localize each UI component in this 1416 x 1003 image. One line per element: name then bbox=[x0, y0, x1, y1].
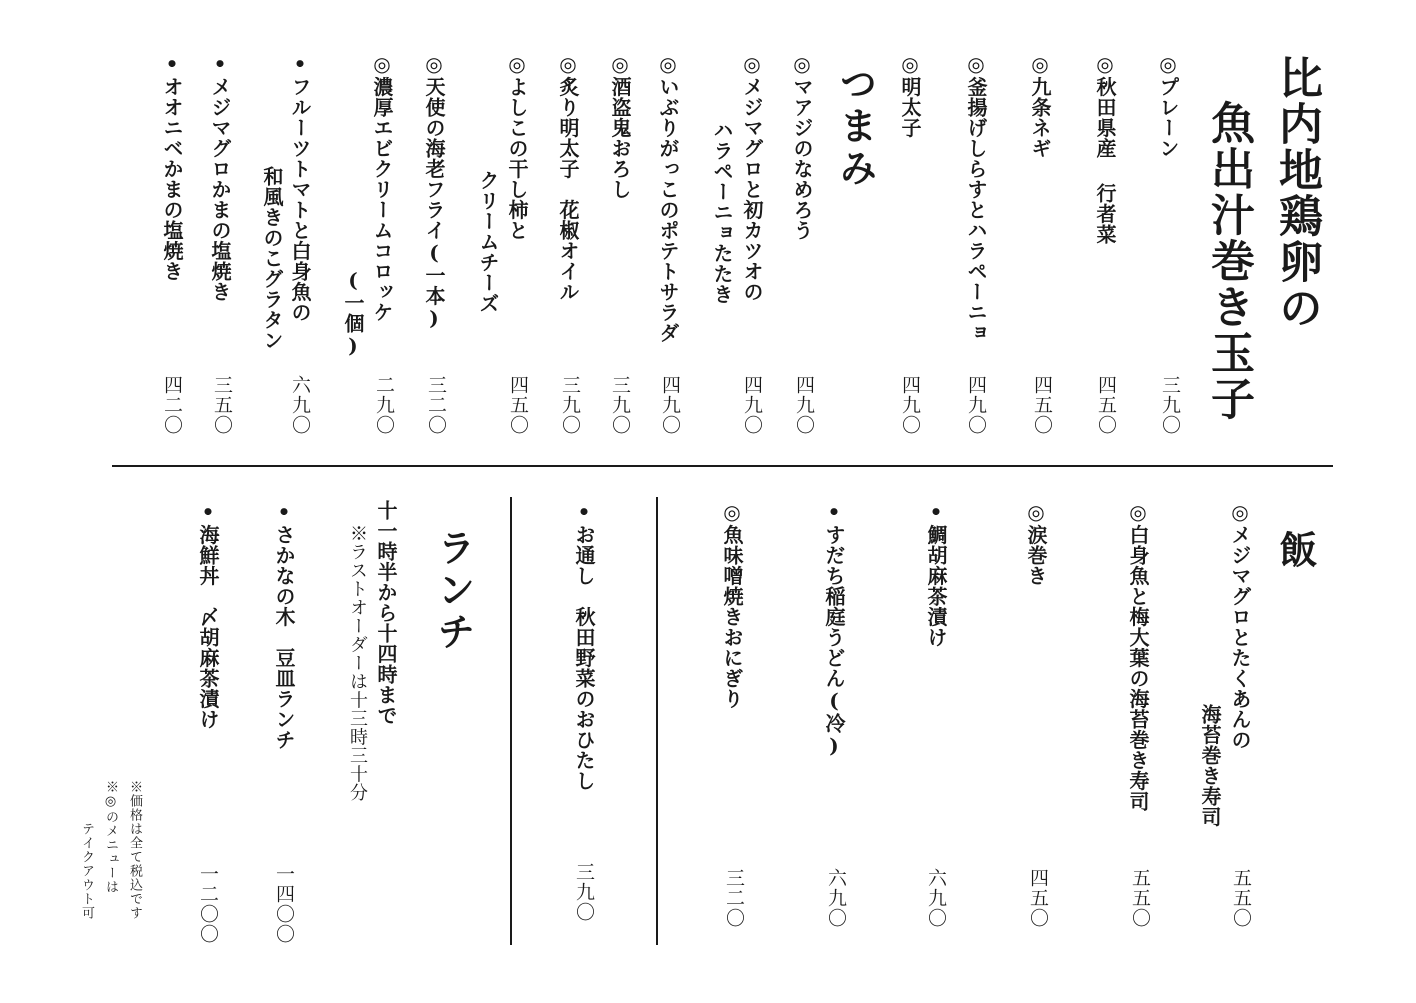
section-heading-lunch: ランチ bbox=[431, 528, 476, 654]
title-line-1: 比内地鶏卵の bbox=[1271, 55, 1322, 331]
menu-item-price: 三九〇 bbox=[609, 375, 631, 435]
menu-item-price: 六九〇 bbox=[289, 375, 311, 435]
menu-item-price: 五五〇 bbox=[1230, 868, 1252, 928]
menu-item-name-cont: (一個) bbox=[341, 268, 365, 358]
menu-item-price: 六九〇 bbox=[925, 868, 947, 928]
menu-item-name: ◎秋田県産 行者菜 bbox=[1093, 52, 1117, 245]
menu-item-name: •メジマグロかまの塩焼き bbox=[208, 52, 232, 302]
menu-item-price: 二九〇 bbox=[373, 375, 395, 435]
menu-item-name: •鯛胡麻茶漬け bbox=[924, 500, 948, 648]
menu-item-name-cont: 海苔巻き寿司 bbox=[1198, 704, 1222, 827]
menu-item-price: 一二〇〇 bbox=[197, 864, 219, 944]
menu-item-name: ◎マアジのなめろう bbox=[790, 52, 814, 241]
lunch-last-order: ※ラストオーダーは十三時三十分 bbox=[347, 524, 368, 802]
menu-item-name: ◎魚味噌焼きおにぎり bbox=[720, 500, 744, 709]
horizontal-divider bbox=[112, 465, 1333, 467]
menu-item-name: ◎いぶりがっこのポテトサラダ bbox=[656, 52, 680, 343]
menu-item-name: ◎明太子 bbox=[898, 52, 922, 138]
menu-item-price: 四九〇 bbox=[741, 375, 763, 435]
lunch-hours: 十一時半から十四時まで bbox=[374, 500, 398, 726]
menu-item-name: •フルーツトマトと白身魚の bbox=[288, 52, 312, 323]
otoshi-name: •お通し 秋田野菜のおひたし bbox=[572, 500, 596, 791]
note-takeout-cont: テイクアウト可 bbox=[79, 822, 94, 920]
menu-item-price: 三九〇 bbox=[559, 375, 581, 435]
menu-item-price: 四五〇 bbox=[1027, 868, 1049, 928]
menu-item-name: ◎涙巻き bbox=[1024, 500, 1048, 586]
section-heading-tsumami: つまみ bbox=[833, 64, 878, 190]
menu-item-price: 五五〇 bbox=[1129, 868, 1151, 928]
menu-item-name: ◎メジマグロとたくあんの bbox=[1228, 500, 1252, 750]
menu-item-name-cont: クリームチーズ bbox=[476, 170, 500, 314]
menu-item-name-cont: ハラペーニョたたき bbox=[710, 120, 734, 305]
menu-item-price: 四九〇 bbox=[899, 375, 921, 435]
menu-item-name: ◎よしこの干し柿と bbox=[505, 52, 529, 241]
menu-item-name: •オオニベかまの塩焼き bbox=[160, 52, 184, 282]
menu-item-price: 四九〇 bbox=[965, 375, 987, 435]
menu-item-price: 三九〇 bbox=[1159, 375, 1181, 435]
menu-item-name: ◎九条ネギ bbox=[1028, 52, 1052, 159]
otoshi-price: 三九〇 bbox=[573, 862, 595, 922]
menu-item-name: ◎白身魚と梅大葉の海苔巻き寿司 bbox=[1126, 500, 1150, 812]
menu-item-name: ◎天使の海老フライ(一本) bbox=[422, 52, 446, 331]
menu-item-price: 三五〇 bbox=[211, 375, 233, 435]
menu-item-price: 一四〇〇 bbox=[273, 864, 295, 944]
menu-item-price: 四五〇 bbox=[507, 375, 529, 435]
menu-item-name: •さかなの木 豆皿ランチ bbox=[272, 500, 296, 750]
vertical-divider bbox=[656, 497, 658, 945]
menu-item-name: •すだち稲庭うどん(冷) bbox=[822, 500, 846, 758]
menu-item-name: ◎酒盗鬼おろし bbox=[608, 52, 632, 200]
menu-item-price: 四二〇 bbox=[161, 375, 183, 435]
menu-item-name: ◎メジマグロと初カツオの bbox=[740, 52, 764, 302]
section-heading-meshi: 飯 bbox=[1273, 530, 1318, 572]
menu-item-price: 三二〇 bbox=[723, 868, 745, 928]
note-tax: ※価格は全て税込です bbox=[127, 780, 142, 920]
menu-item-price: 六九〇 bbox=[825, 868, 847, 928]
menu-item-name: ◎釜揚げしらすとハラペーニョ bbox=[964, 52, 988, 343]
menu-item-name: ◎炙り明太子 花椒オイル bbox=[556, 52, 580, 302]
menu-item-name: ◎プレーン bbox=[1156, 52, 1180, 159]
menu-item-name: ◎濃厚エビクリームコロッケ bbox=[370, 52, 394, 323]
vertical-divider bbox=[510, 497, 512, 945]
menu-item-name-cont: 和風きのこグラタン bbox=[260, 166, 284, 351]
menu-item-price: 四九〇 bbox=[793, 375, 815, 435]
menu-item-price: 三二〇 bbox=[425, 375, 447, 435]
menu-item-price: 四五〇 bbox=[1095, 375, 1117, 435]
menu-item-price: 四九〇 bbox=[659, 375, 681, 435]
title-line-2: 魚出汁巻き玉子 bbox=[1203, 100, 1254, 422]
note-takeout: ※◎のメニューは bbox=[103, 780, 118, 894]
menu-item-price: 四五〇 bbox=[1031, 375, 1053, 435]
menu-item-name: •海鮮丼 〆胡麻茶漬け bbox=[196, 500, 220, 730]
